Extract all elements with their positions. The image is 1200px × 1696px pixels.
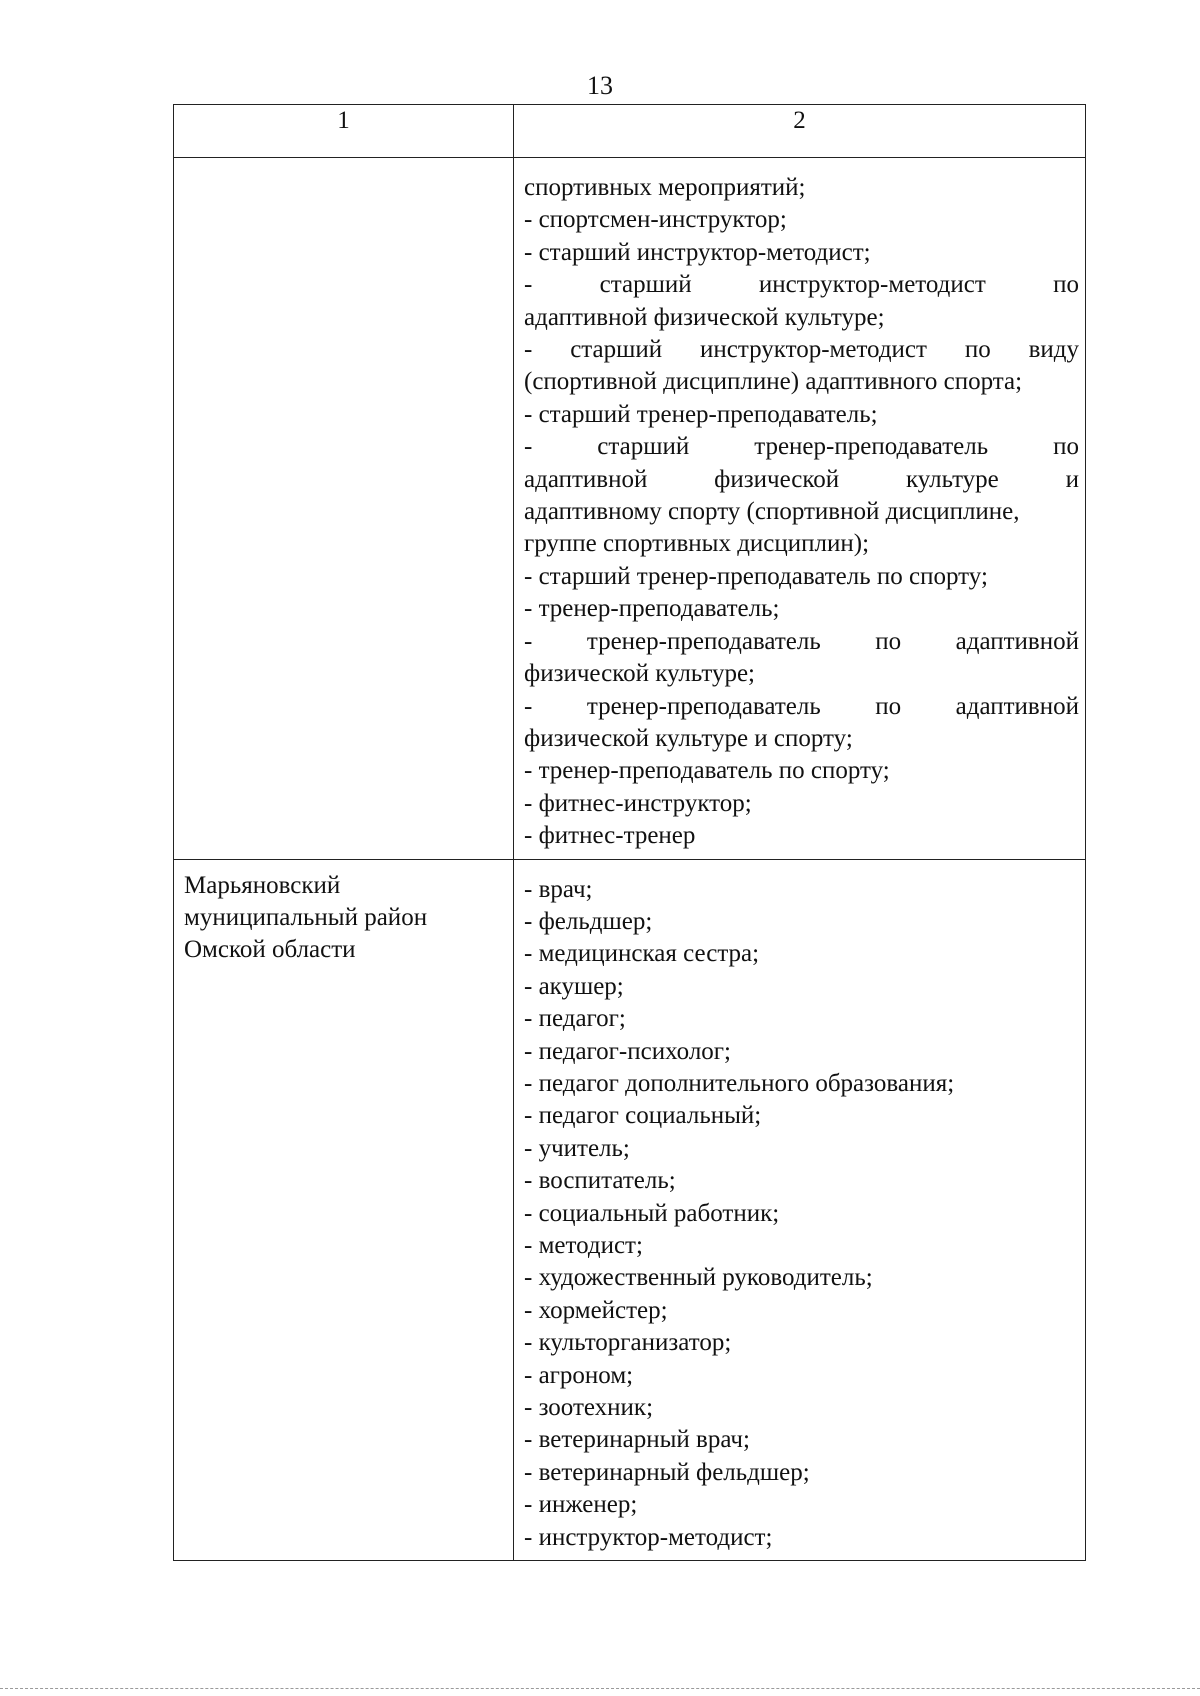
list-item: - зоотехник; xyxy=(524,1394,654,1422)
list-item: - ветеринарный врач; xyxy=(524,1426,750,1454)
list-item: адаптивной физической культуре и xyxy=(524,465,1079,493)
list-item: - медицинская сестра; xyxy=(524,940,760,968)
list-item: Омской области xyxy=(184,936,356,964)
scan-edge-line xyxy=(0,1688,1200,1689)
page-number: 13 xyxy=(587,71,613,100)
list-item: - культорганизатор; xyxy=(524,1329,732,1357)
list-item: спортивных мероприятий; xyxy=(524,174,806,201)
list-item: - старший инструктор-методист по xyxy=(524,271,1079,299)
list-item: - инженер; xyxy=(524,1491,638,1519)
list-item: - тренер-преподаватель; xyxy=(524,595,780,623)
list-item: группе спортивных дисциплин); xyxy=(524,530,870,558)
list-item: - ветеринарный фельдшер; xyxy=(524,1458,810,1486)
list-item: - педагог-психолог; xyxy=(524,1037,731,1065)
region-cell xyxy=(174,158,514,860)
list-item: - учитель; xyxy=(524,1134,630,1162)
list-item: - старший тренер-преподаватель по спорту; xyxy=(524,562,988,590)
list-item: - тренер-преподаватель по спорту; xyxy=(524,757,890,785)
table-row xyxy=(174,158,1086,860)
header-col-1: 1 xyxy=(174,105,514,158)
list-item: - педагог; xyxy=(524,1005,626,1033)
list-item: Марьяновский xyxy=(184,871,341,899)
list-item: физической культуре; xyxy=(524,660,755,688)
list-item: муниципальный район xyxy=(184,903,428,931)
list-item: - тренер-преподаватель по адаптивной xyxy=(524,692,1079,720)
list-item: - социальный работник; xyxy=(524,1199,780,1227)
list-item: адаптивной физической культуре; xyxy=(524,303,885,331)
list-item: адаптивному спорту (спортивной дисциплине, xyxy=(524,498,1020,526)
positions-table xyxy=(173,104,1086,1561)
list-item: - агроном; xyxy=(524,1361,634,1389)
table-row xyxy=(174,859,1086,1561)
list-item: - акушер; xyxy=(524,972,624,1000)
list-item: - спортсмен-инструктор; xyxy=(524,206,787,234)
list-item: - воспитатель; xyxy=(524,1167,676,1195)
list-item: - хормейстер; xyxy=(524,1296,668,1324)
list-item: - фельдшер; xyxy=(524,907,653,935)
list-item: - старший инструктор-методист по виду xyxy=(524,336,1079,364)
header-col-2: 2 xyxy=(514,105,1086,158)
list-item: - инструктор-методист; xyxy=(524,1523,773,1551)
list-item: - старший тренер-преподаватель по xyxy=(524,433,1079,461)
positions-cell xyxy=(514,859,1086,1561)
list-item: - фитнес-тренер xyxy=(524,822,696,850)
list-item: - старший тренер-преподаватель; xyxy=(524,400,878,428)
list-item: - художественный руководитель; xyxy=(524,1264,873,1292)
positions-cell xyxy=(514,158,1086,860)
list-item: - педагог социальный; xyxy=(524,1102,762,1130)
list-item: - педагог дополнительного образования; xyxy=(524,1069,955,1097)
region-cell xyxy=(174,859,514,1561)
list-item: - методист; xyxy=(524,1232,643,1259)
list-item: физической культуре и спорту; xyxy=(524,724,853,752)
list-item: - врач; xyxy=(524,875,593,903)
list-item: - тренер-преподаватель по адаптивной xyxy=(524,627,1079,655)
list-item: - фитнес-инструктор; xyxy=(524,789,752,817)
table-header-row xyxy=(174,105,1086,158)
list-item: - старший инструктор-методист; xyxy=(524,238,871,266)
list-item: (спортивной дисциплине) адаптивного спорта; xyxy=(524,368,1023,396)
